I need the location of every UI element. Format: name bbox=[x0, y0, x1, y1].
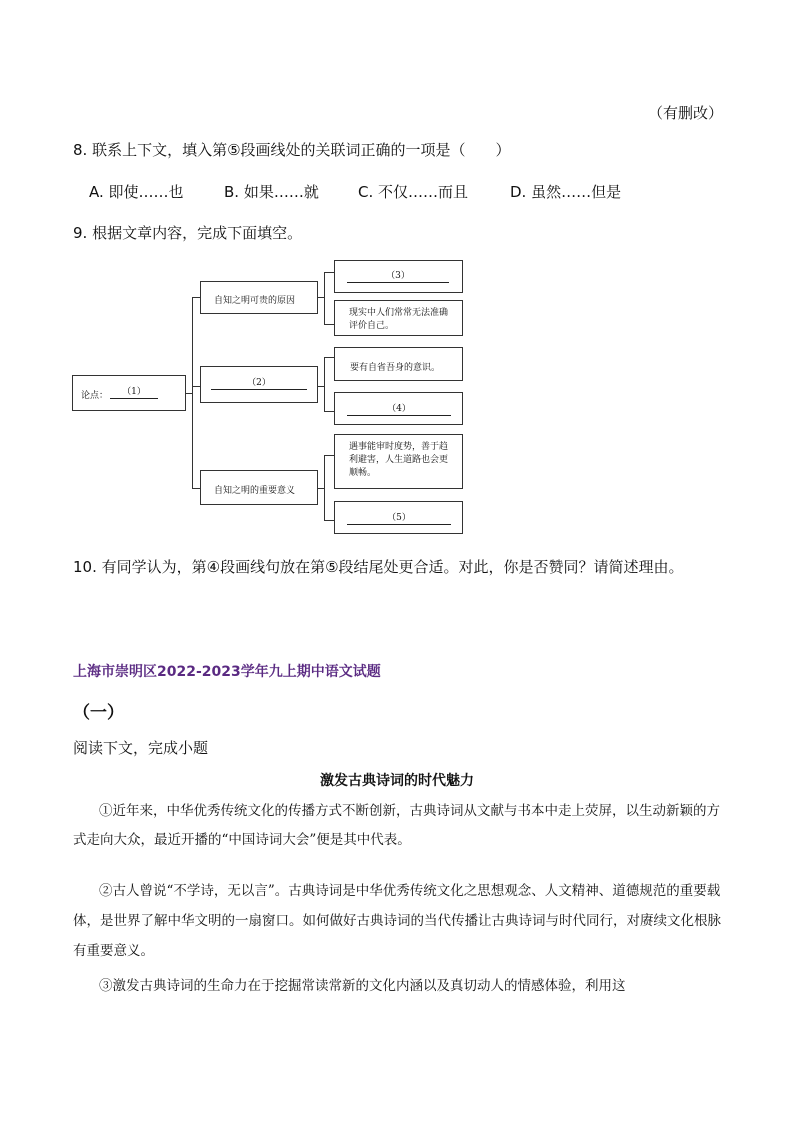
blank-3: （3） bbox=[347, 270, 449, 283]
connector bbox=[192, 297, 193, 489]
paragraph-2: ②古人曾说“不学诗，无以言”。古典诗词是中华优秀传统文化之思想观念、人文精神、道德规范的重要载体，是世界了解中华文明的一扇窗口。如何做好古典诗词的当代传播让古典诗词与时代同行，对赓续文化根脉有重要意义。 bbox=[73, 883, 721, 959]
q8-option-a: A. 即使……也 bbox=[89, 183, 184, 201]
q8-option-d: D. 虽然……但是 bbox=[510, 183, 622, 201]
leaf-box bbox=[334, 501, 463, 534]
blank-1: （1） bbox=[110, 386, 158, 399]
connector bbox=[324, 272, 325, 325]
leaf-box bbox=[334, 392, 463, 425]
question-10-stem: 10. 有同学认为，第④段画线句放在第⑤段结尾处更合适。对此，你是否赞同？请简述理由。 bbox=[73, 558, 684, 576]
reading-instruction: 阅读下文，完成小题 bbox=[73, 739, 209, 757]
paragraph-1: ①近年来，中华优秀传统文化的传播方式不断创新，古典诗词从文献与书本中走上荧屏，以生动新颖的方式走向大众，最近开播的“中国诗词大会”便是其中代表。 bbox=[73, 803, 720, 848]
blank-4: （4） bbox=[347, 403, 451, 416]
leaf-box bbox=[334, 434, 463, 489]
leaf-box bbox=[334, 260, 463, 293]
connector bbox=[324, 411, 334, 412]
connector bbox=[324, 520, 334, 521]
connector bbox=[192, 297, 200, 298]
connector bbox=[324, 357, 334, 358]
connector bbox=[324, 455, 334, 456]
leaf-text: 现实中人们常常无法准确评价自己。 bbox=[349, 308, 449, 331]
root-box bbox=[72, 375, 186, 411]
connector bbox=[192, 386, 200, 387]
leaf-text: 要有自省吾身的意识。 bbox=[350, 363, 441, 373]
connector bbox=[324, 324, 334, 325]
source-note: （有删改） bbox=[648, 104, 724, 122]
branch-box-reason bbox=[200, 281, 318, 314]
connector bbox=[324, 357, 325, 412]
root-label: 论点： bbox=[81, 391, 109, 401]
article-title: 激发古典诗词的时代魅力 bbox=[320, 773, 474, 789]
connector bbox=[324, 455, 325, 521]
branch-label: 自知之明可贵的原因 bbox=[214, 296, 296, 306]
branch-label: 自知之明的重要意义 bbox=[214, 486, 296, 496]
q8-option-c: C. 不仅……而且 bbox=[358, 183, 469, 201]
paragraph-3: ③激发古典诗词的生命力在于挖掘常读常新的文化内涵以及真切动人的情感体验，利用这 bbox=[99, 978, 626, 994]
part-heading: （一） bbox=[73, 703, 124, 723]
blank-2: （2） bbox=[211, 377, 307, 390]
leaf-box bbox=[334, 347, 463, 381]
leaf-text: 遇事能审时度势，善于趋利避害，人生道路也会更顺畅。 bbox=[349, 442, 449, 478]
connector bbox=[192, 488, 200, 489]
connector bbox=[324, 272, 334, 273]
branch-box-method bbox=[200, 366, 318, 403]
question-8-stem: 8. 联系上下文，填入第⑤段画线处的关联词正确的一项是（ ） bbox=[73, 141, 511, 159]
leaf-box bbox=[334, 300, 463, 336]
section-title: 上海市崇明区2022-2023学年九上期中语文试题 bbox=[73, 664, 381, 680]
branch-box-significance bbox=[200, 470, 318, 505]
blank-5: （5） bbox=[347, 512, 451, 525]
q8-option-b: B. 如果……就 bbox=[224, 183, 319, 201]
question-9-stem: 9. 根据文章内容，完成下面填空。 bbox=[73, 224, 303, 242]
